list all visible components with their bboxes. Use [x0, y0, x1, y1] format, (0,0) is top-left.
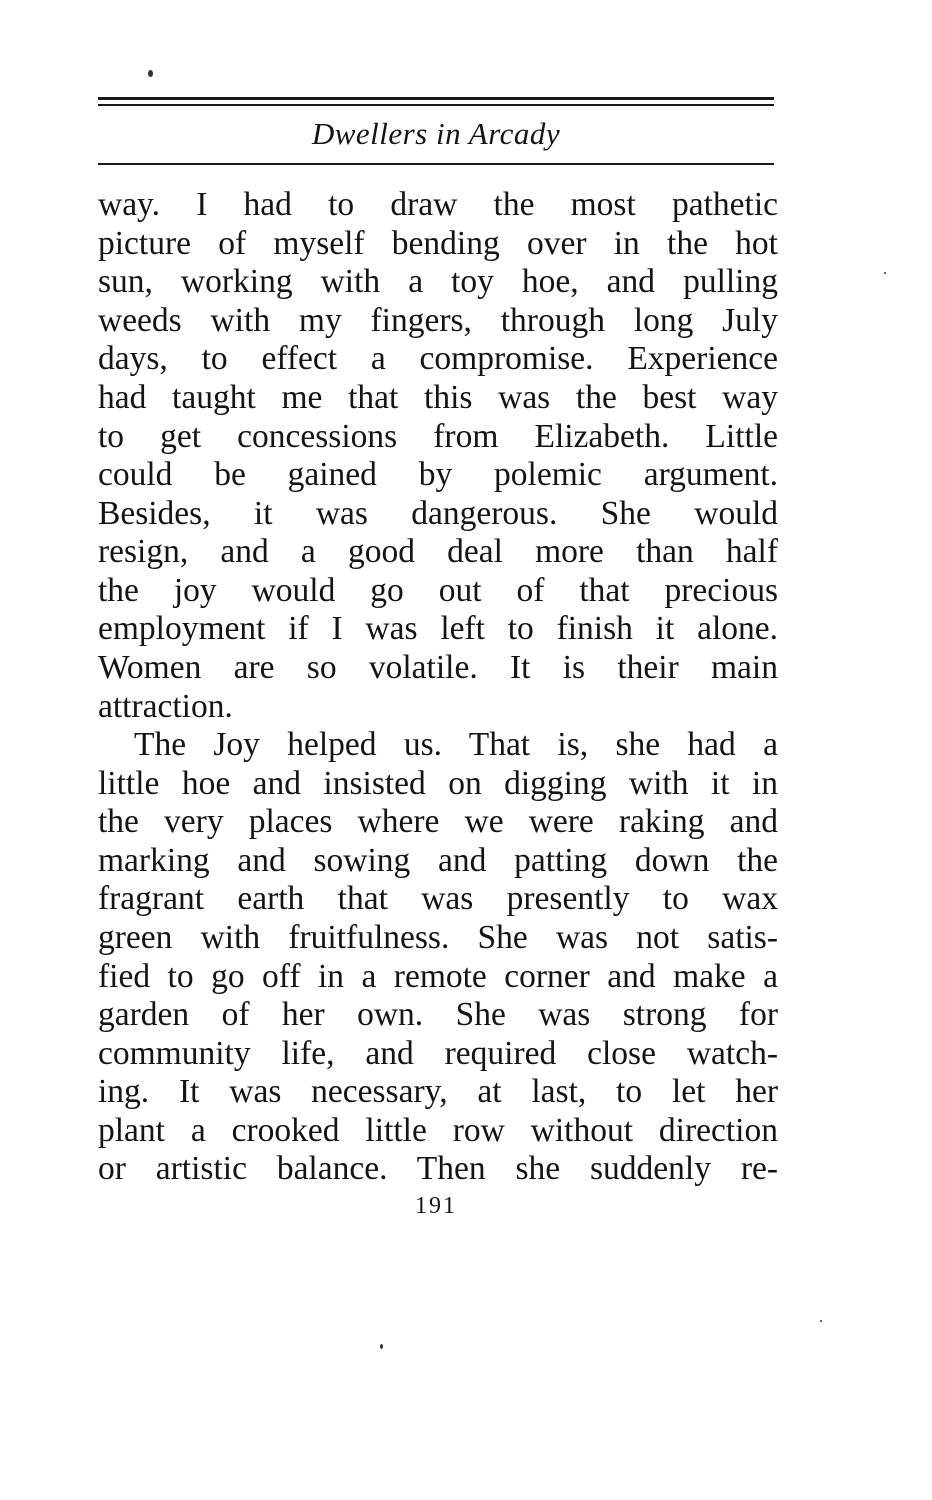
text-line: community life, and required close watch- — [98, 1035, 778, 1072]
header-rule-bottom — [98, 163, 774, 165]
text-line: attraction. — [98, 688, 233, 725]
ink-speck — [148, 70, 153, 77]
header-rule-double — [98, 104, 774, 106]
text-line: or artistic balance. Then she suddenly re- — [98, 1150, 778, 1187]
header-rule-top — [98, 97, 774, 100]
text-line: Besides, it was dangerous. She would — [98, 495, 778, 532]
text-line: to get concessions from Elizabeth. Little — [98, 418, 778, 455]
text-line: garden of her own. She was strong for — [98, 996, 778, 1033]
text-line: days, to effect a compromise. Experience — [98, 340, 778, 377]
text-line: had taught me that this was the best way — [98, 379, 778, 416]
running-head: Dwellers in Arcady — [311, 116, 561, 151]
text-line: sun, working with a toy hoe, and pulling — [98, 263, 778, 300]
text-line: marking and sowing and patting down the — [98, 842, 778, 879]
text-line: weeds with my fingers, through long July — [98, 302, 778, 339]
page-number: 191 — [415, 1193, 457, 1219]
text-line: green with fruitfulness. She was not satis- — [98, 919, 778, 956]
ink-speck — [820, 1320, 822, 1322]
text-line: little hoe and insisted on digging with it in — [98, 765, 778, 802]
text-line: Women are so volatile. It is their main — [98, 649, 778, 686]
text-line: the very places where we were raking and — [98, 803, 778, 840]
text-line: resign, and a good deal more than half — [98, 533, 778, 570]
text-line: fied to go off in a remote corner and make a — [98, 958, 778, 995]
text-line: plant a crooked little row without direction — [98, 1112, 778, 1149]
text-line: picture of myself bending over in the hot — [98, 225, 778, 262]
ink-speck — [884, 272, 886, 274]
text-line: way. I had to draw the most pathetic — [98, 186, 778, 223]
text-line: employment if I was left to finish it alone. — [98, 610, 778, 647]
ink-speck — [380, 1344, 383, 1349]
text-line: fragrant earth that was presently to wax — [98, 880, 778, 917]
text-line: could be gained by polemic argument. — [98, 456, 778, 493]
text-line: ing. It was necessary, at last, to let her — [98, 1073, 778, 1110]
text-line: The Joy helped us. That is, she had a — [134, 726, 778, 763]
text-line: the joy would go out of that precious — [98, 572, 778, 609]
